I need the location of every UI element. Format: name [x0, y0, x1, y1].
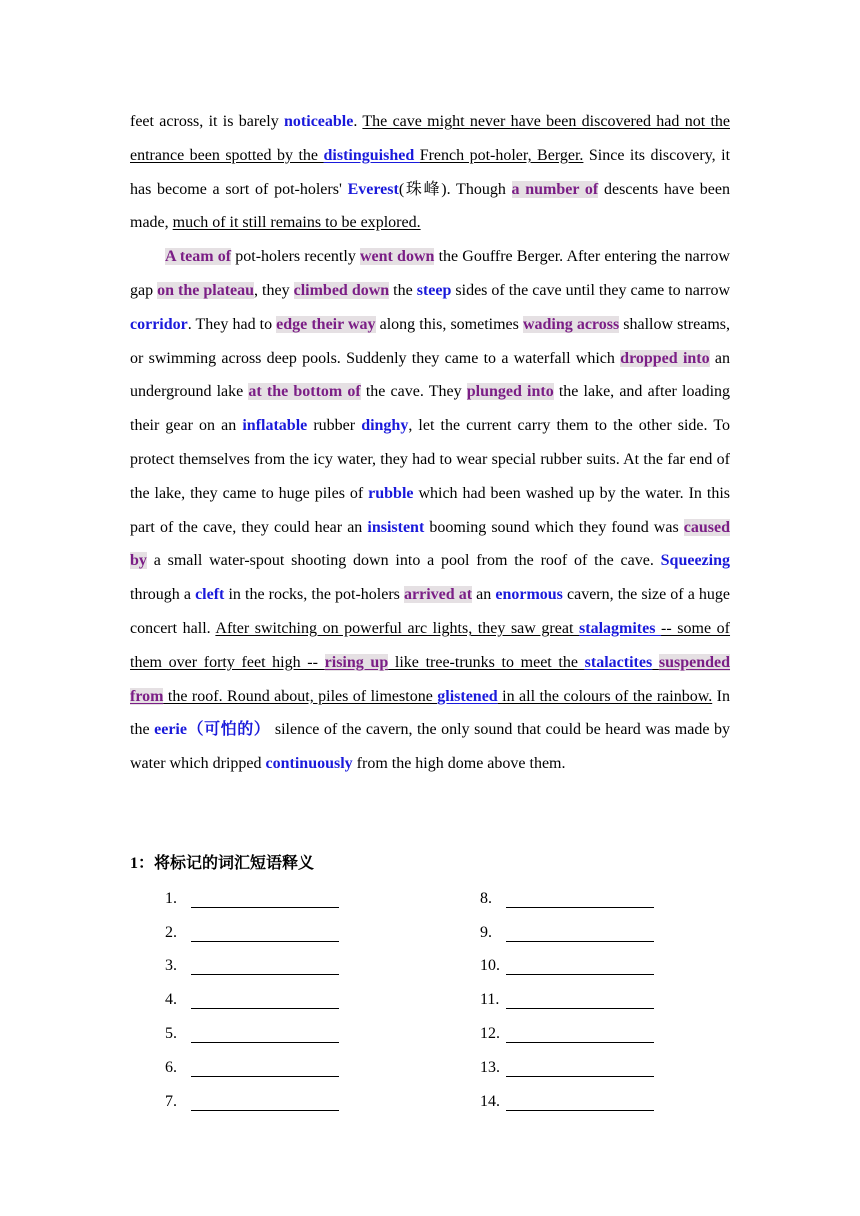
text-run: Since its discovery, it has become a sort of pot-holers': [130, 146, 731, 198]
vocab-word: continuously: [265, 755, 353, 773]
blank-line[interactable]: [506, 1024, 654, 1043]
text-run: cavern, the size of a huge concert hall.: [130, 586, 731, 637]
blank-line[interactable]: [191, 923, 339, 942]
blank-number: 7.: [165, 1093, 177, 1110]
blank-number: 6.: [165, 1059, 177, 1076]
highlighted-phrase: wading across: [522, 315, 620, 333]
text-run: through a: [130, 586, 196, 604]
answer-blank-14[interactable]: [480, 1089, 654, 1115]
blank-line[interactable]: [506, 990, 654, 1009]
answer-blank-2[interactable]: [165, 920, 339, 946]
text-run: an: [472, 586, 496, 604]
blank-number: 13.: [480, 1059, 500, 1076]
answer-blank-10[interactable]: [480, 953, 654, 979]
text-run: The cave might never have been discovered had not the entrance been spotted by the: [130, 113, 730, 164]
blank-number: 3.: [165, 957, 177, 974]
text-run: [652, 654, 659, 671]
text-run: .: [353, 113, 363, 130]
text-run: in all the colours of the rainbow.: [497, 687, 713, 705]
highlighted-phrase: plunged into: [466, 383, 554, 401]
highlighted-phrase: suspended from: [130, 653, 731, 705]
blank-line[interactable]: [506, 923, 654, 942]
blank-number: 5.: [165, 1025, 177, 1042]
text-run: , they: [254, 281, 294, 299]
vocab-word: enormous: [495, 586, 563, 604]
blank-number: 11.: [480, 991, 500, 1008]
text-run: which had been washed up by the water. In this part of the cave, they could hear an: [130, 484, 730, 536]
blank-number: 2.: [165, 924, 177, 941]
vocab-word: steep: [416, 281, 452, 299]
highlighted-phrase: edge their way: [276, 315, 376, 333]
text-run: . They had to: [187, 315, 277, 333]
blank-line[interactable]: [191, 956, 339, 975]
answer-blank-3[interactable]: [165, 953, 339, 979]
blank-line[interactable]: [506, 956, 654, 975]
vocab-word: rubble: [368, 484, 414, 502]
blank-number: 14.: [480, 1093, 500, 1110]
vocab-word: eerie（可怕的）: [154, 721, 271, 739]
answer-blank-5[interactable]: [165, 1021, 339, 1047]
highlighted-phrase: on the plateau: [157, 281, 255, 299]
text-run: a small water-spout shooting down into a pool from the roof of the cave.: [146, 552, 661, 570]
answer-blank-4[interactable]: [165, 987, 339, 1013]
blank-number: 8.: [480, 890, 492, 907]
blank-line[interactable]: [191, 1092, 339, 1111]
text-run: in the rocks, the pot-holers: [224, 586, 404, 604]
vocab-word: stalactites: [584, 653, 653, 671]
vocab-word: cleft: [195, 586, 225, 604]
highlighted-phrase: caused by: [130, 518, 731, 570]
answer-blank-9[interactable]: [480, 920, 654, 946]
paragraph-1: [130, 105, 730, 240]
blank-number: 10.: [480, 957, 500, 974]
blank-line[interactable]: [191, 1058, 339, 1077]
text-run: pot-holers recently: [231, 248, 360, 266]
text-run: the lake, and after loading their gear on an: [130, 383, 731, 435]
blank-line[interactable]: [191, 889, 339, 908]
vocab-word: dinghy: [361, 417, 409, 435]
text-run: , let the current carry them to the other side. To protect themselves from the icy water, they had to wear special rubber suits. At the far end of the lake, they came to huge piles of: [130, 417, 730, 502]
text-run: rubber: [307, 417, 362, 435]
highlighted-phrase: rising up: [324, 653, 389, 671]
highlighted-phrase: went down: [360, 248, 435, 266]
highlighted-phrase: A team of: [165, 248, 232, 266]
text-run: -- some of them over forty feet high --: [130, 619, 731, 671]
highlighted-phrase: arrived at: [403, 586, 473, 604]
text-run: (珠峰). Though: [398, 180, 512, 198]
highlighted-phrase: at the bottom of: [248, 383, 361, 401]
blank-number: 4.: [165, 991, 177, 1008]
text-run: like tree-trunks to meet the: [388, 653, 585, 671]
text-run: French pot-holer, Berger.: [419, 146, 584, 164]
text-run: feet across, it is barely: [130, 113, 285, 130]
text-run: much of it still remains to be explored.: [172, 214, 421, 232]
text-run: booming sound which they found was: [424, 518, 684, 536]
vocab-word: Squeezing: [660, 552, 730, 570]
blank-number: 9.: [480, 924, 492, 941]
vocab-word: insistent: [367, 518, 425, 536]
vocab-word: inflatable: [242, 417, 308, 435]
blank-number: 12.: [480, 1025, 500, 1042]
vocab-word: corridor: [130, 315, 188, 333]
blank-line[interactable]: [506, 1092, 654, 1111]
text-run: from the high dome above them.: [352, 755, 566, 773]
text-run: an underground lake: [130, 349, 730, 401]
text-run: the Gouffre Berger. After entering the narrow gap: [130, 248, 730, 299]
text-run: the roof. Round about, piles of limestone: [163, 687, 438, 705]
blank-line[interactable]: [506, 1058, 654, 1077]
text-run: sides of the cave until they came to narrow: [451, 281, 731, 299]
blank-line[interactable]: [191, 1024, 339, 1043]
vocab-word: noticeable: [284, 113, 354, 130]
answer-blank-11[interactable]: [480, 987, 654, 1013]
highlighted-phrase: dropped into: [620, 349, 710, 367]
article-body: [130, 105, 730, 781]
answer-blank-7[interactable]: [165, 1089, 339, 1115]
exercise-title: 1：将标记的词汇短语释义: [130, 855, 315, 872]
text-run: the cave. They: [360, 383, 467, 401]
blank-number: 1.: [165, 890, 177, 907]
blank-line[interactable]: [506, 889, 654, 908]
vocab-word: glistened: [437, 687, 498, 705]
vocab-word: distinguished: [323, 146, 420, 164]
text-run: After switching on powerful arc lights, they saw great: [215, 619, 580, 637]
blank-line[interactable]: [191, 990, 339, 1009]
answer-blank-12[interactable]: [480, 1021, 654, 1047]
vocab-word: stalagmites: [579, 619, 662, 637]
answer-blank-1[interactable]: [165, 886, 339, 912]
answer-blank-6[interactable]: [165, 1055, 339, 1081]
text-run: silence of the cavern, the only sound that could be heard was made by water which dripped: [130, 721, 731, 773]
text-run: descents have been made,: [130, 180, 731, 232]
highlighted-phrase: climbed down: [293, 281, 390, 299]
text-run: In the: [130, 687, 730, 739]
highlighted-phrase: a number of: [511, 180, 599, 198]
answer-blank-8[interactable]: [480, 886, 654, 912]
text-run: shallow streams, or swimming across deep pools. Suddenly they came to a waterfall which: [130, 315, 730, 367]
paragraph-2: [130, 240, 730, 781]
text-run: along this, sometimes: [375, 315, 523, 333]
text-run: the: [389, 281, 417, 299]
vocab-word: Everest: [347, 180, 399, 198]
answer-blank-13[interactable]: [480, 1055, 654, 1081]
